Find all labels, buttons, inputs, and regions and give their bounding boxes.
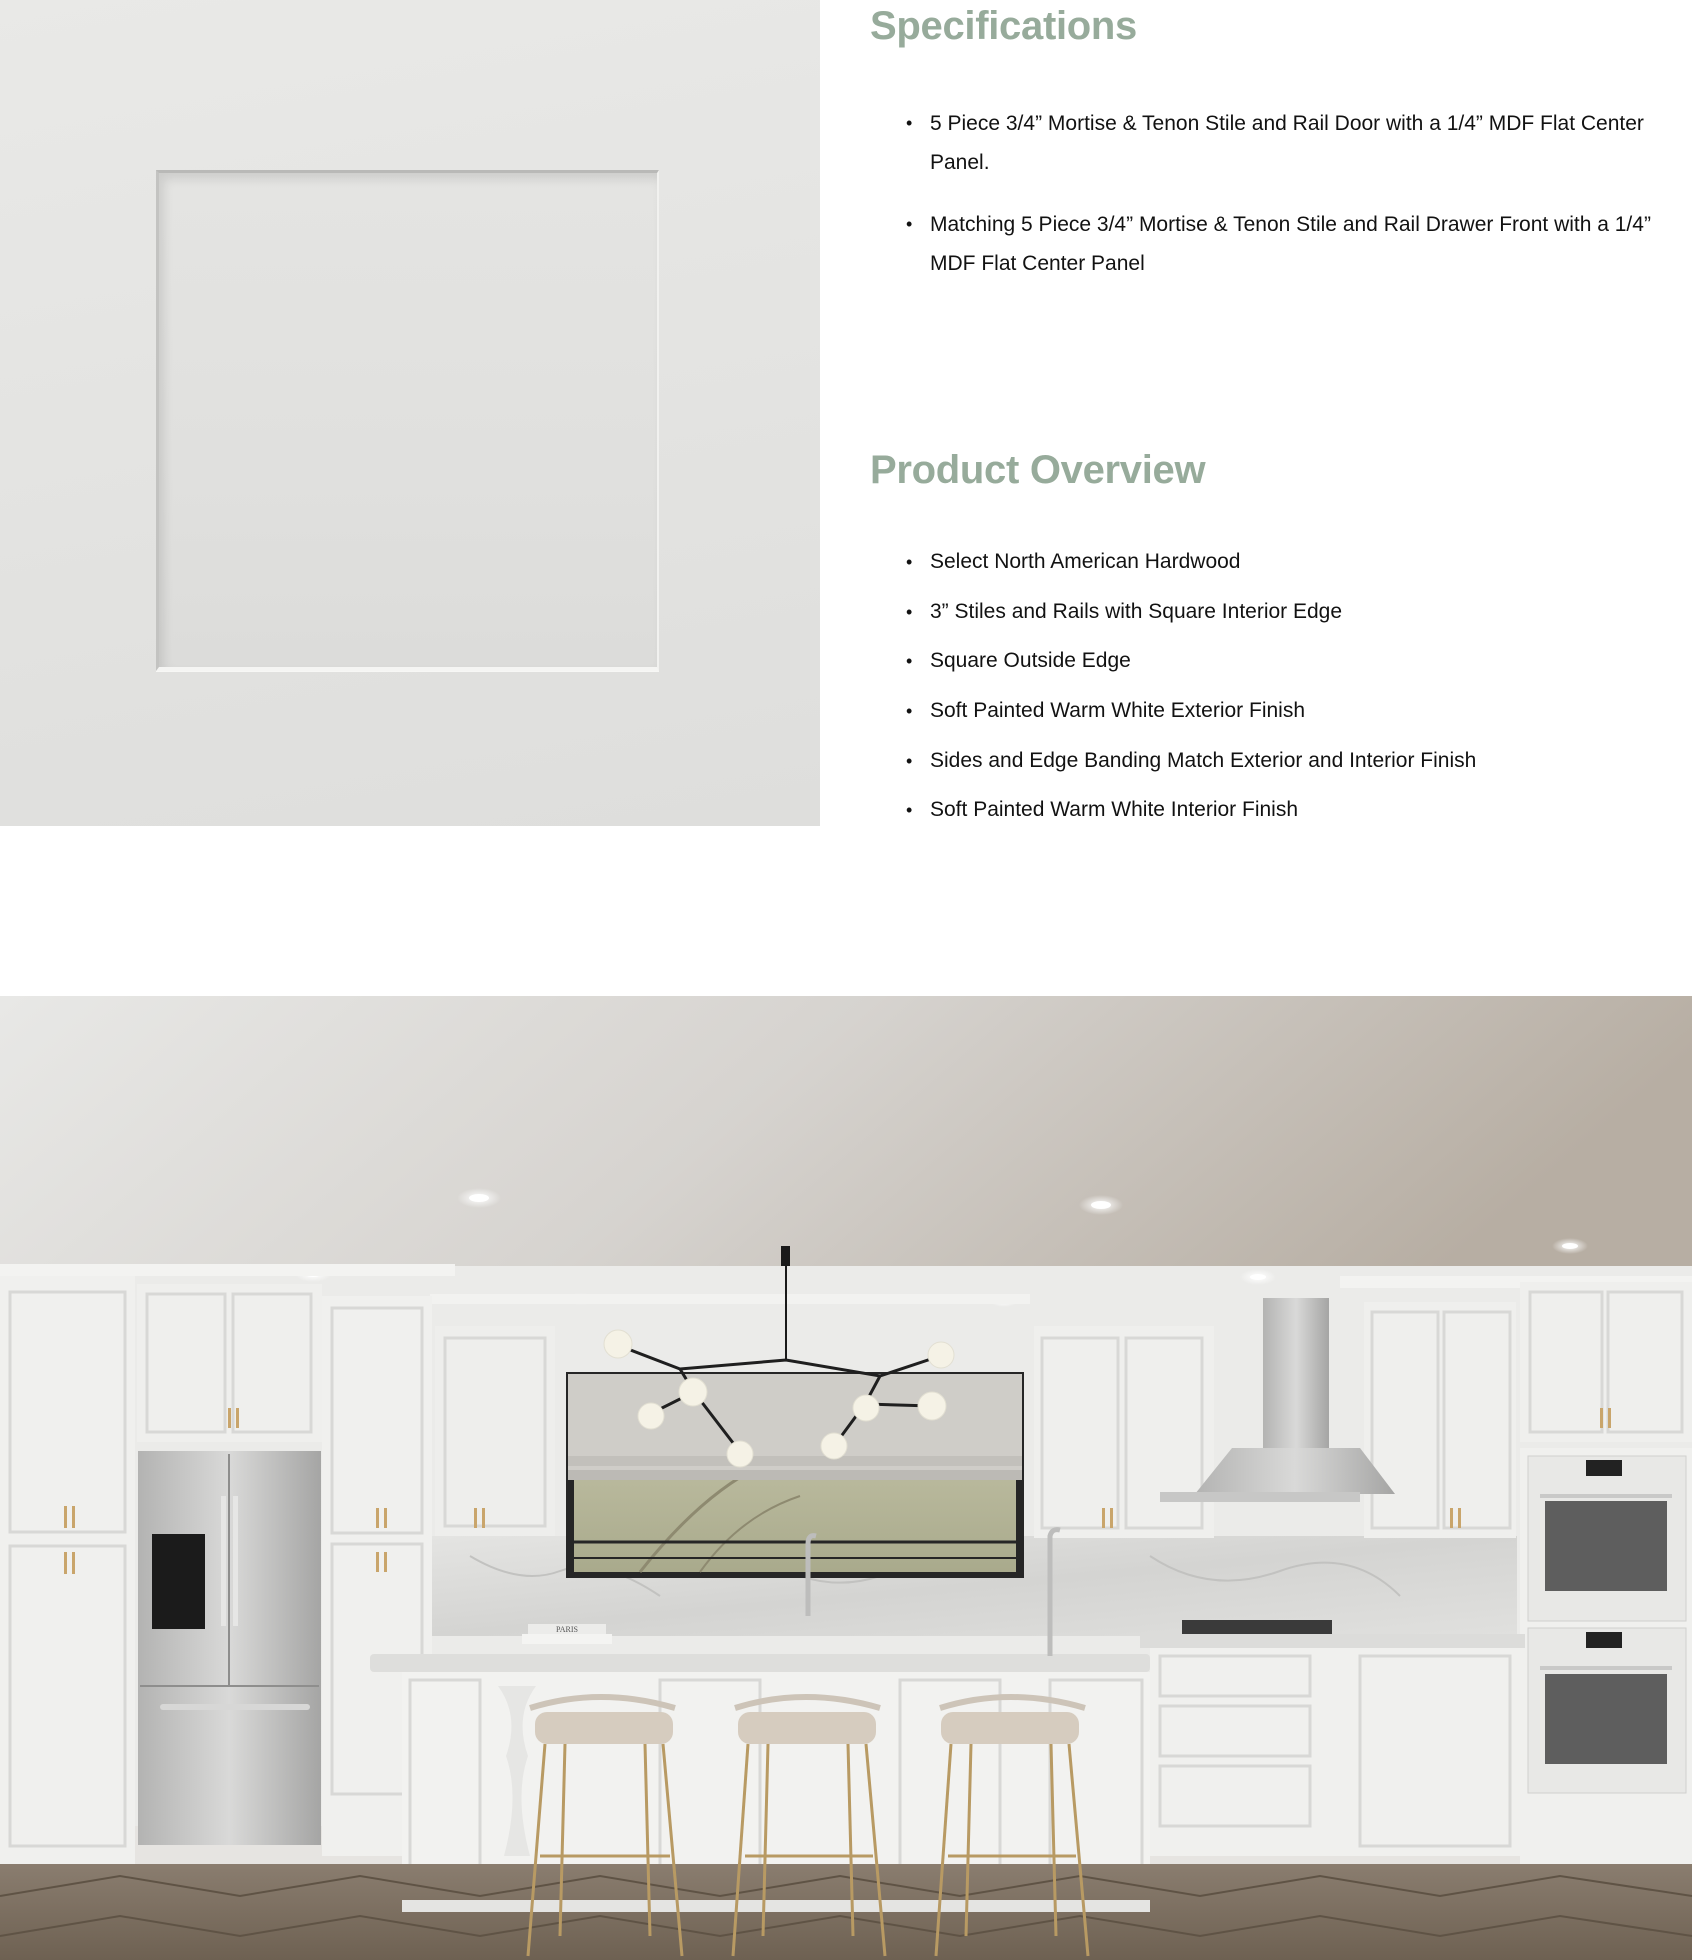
spec-item [908, 104, 1668, 182]
bullet-icon: • [906, 552, 913, 572]
door-sample-image [0, 0, 820, 826]
overview-item-text: Soft Painted Warm White Exterior Finish [930, 699, 1306, 723]
product-overview-heading: Product Overview [870, 448, 1206, 492]
bullet-icon: • [906, 214, 913, 234]
overview-item-text: Sides and Edge Banding Match Exterior and Interior Finish [930, 748, 1477, 772]
window [566, 1372, 1024, 1578]
book-spine-text: PARIS [556, 1625, 578, 1634]
wall-ovens [1520, 1448, 1692, 1868]
specifications-list [908, 104, 1668, 306]
overview-item-text: Soft Painted Warm White Interior Finish [930, 798, 1299, 822]
overview-item [908, 745, 1668, 777]
bullet-icon: • [906, 750, 913, 771]
bullet-icon: • [906, 601, 913, 622]
overview-item [908, 645, 1668, 677]
specifications-heading: Specifications [870, 4, 1137, 48]
bullet-icon: • [906, 800, 913, 821]
overview-item-text: Square Outside Edge [930, 649, 1131, 673]
overview-item [908, 794, 1668, 826]
product-overview-list [908, 546, 1668, 844]
door-center-panel [156, 170, 659, 671]
overview-item [908, 596, 1668, 628]
bullet-icon: • [906, 113, 913, 133]
overview-item-text: 3” Stiles and Rails with Square Interior Edge [930, 599, 1343, 623]
overview-item [908, 546, 1668, 578]
kitchen-island [370, 1624, 1150, 1906]
kitchen-photo [0, 996, 1692, 1960]
overview-item [908, 695, 1668, 727]
spec-item-text: Matching 5 Piece 3/4” Mortise & Tenon Stile and Rail Drawer Front with a 1/4” MDF Flat Center Panel [930, 213, 1651, 275]
bullet-icon: • [906, 701, 913, 722]
bullet-icon: • [906, 651, 913, 672]
overview-item-text: Select North American Hardwood [930, 550, 1241, 573]
spec-item-text: 5 Piece 3/4” Mortise & Tenon Stile and Rail Door with a 1/4” MDF Flat Center Panel. [930, 112, 1644, 174]
refrigerator [138, 1451, 321, 1845]
spec-item [908, 205, 1668, 283]
